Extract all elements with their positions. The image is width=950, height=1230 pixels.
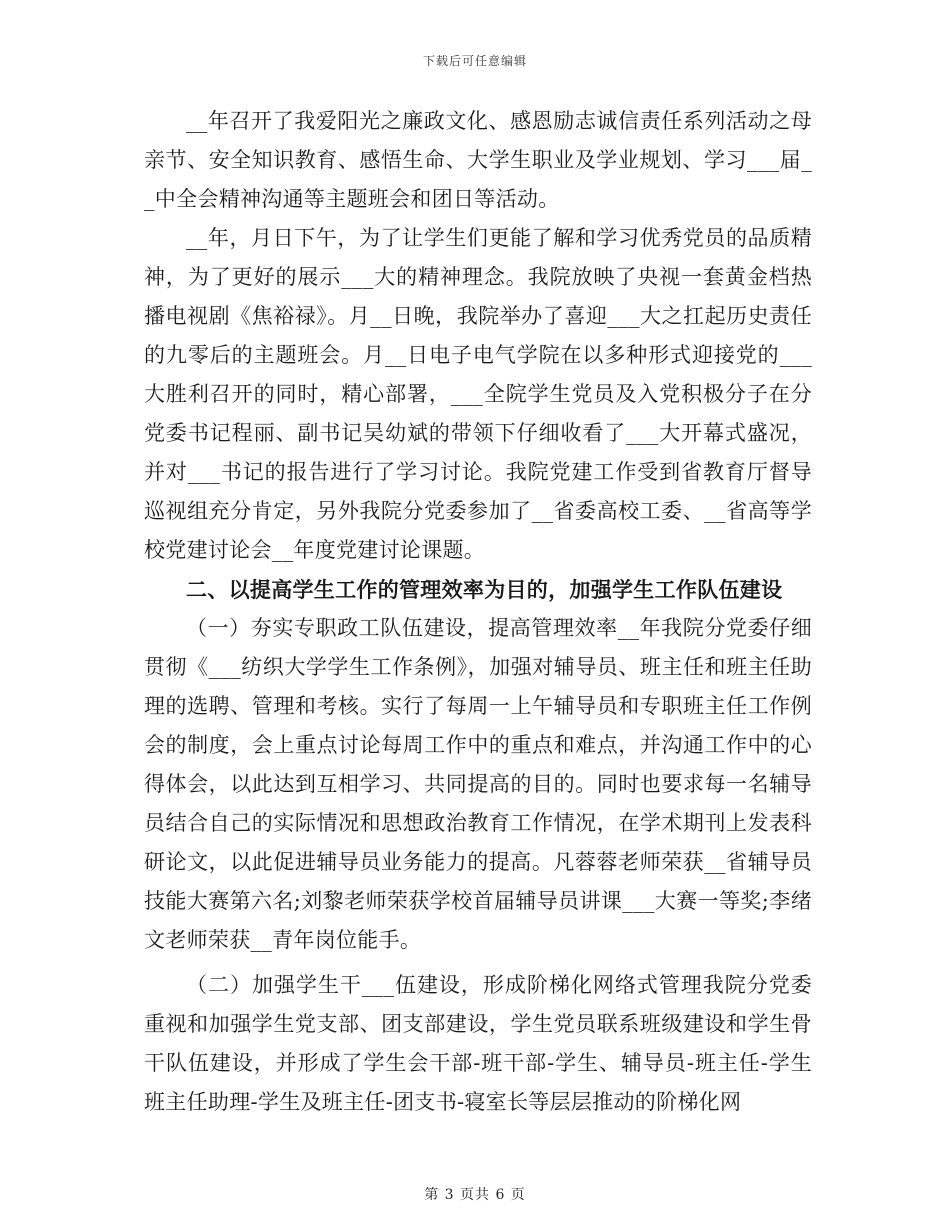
paragraph-staff-team: （一）夯实专职政工队伍建设，提高管理效率__年我院分党委仔细贯彻《___纺织大学学生工作条例》，加强对辅导员、班主任和班主任助理的选聘、管理和考核。实行了每周一上午辅导员和专职班主任工作例会的制度，会上重点讨论每周工作中的重点和难点，并沟通工作中的心得体会，以此达到互相学习、共同提高的目的。同时也要求每一名辅导员结合自己的实际情况和思想政治教育工作情况，在学术期刊上发表科研论文，以此促进辅导员业务能力的提高。凡蓉蓉老师荣获__省辅导员技能大赛第六名;刘黎老师荣获学校首届辅导员讲课___大赛一等奖;李绪文老师荣获__青年岗位能手。	[144, 616, 812, 952]
document-body	[144, 102, 812, 1122]
paragraph-student-cadres: （二）加强学生干___伍建设，形成阶梯化网络式管理我院分党委重视和加强学生党支部、团支部建设，学生党员联系班级建设和学生骨干队伍建设，并形成了学生会干部-班干部-学生、辅导员-班主任-学生班主任助理-学生及班主任-团支书-寝室长等层层推动的阶梯化网	[144, 973, 812, 1114]
paragraph-activities: __年召开了我爱阳光之廉政文化、感恩励志诚信责任系列活动之母亲节、安全知识教育、感悟生命、大学生职业及学业规划、学习___届__中全会精神沟通等主题班会和团日等活动。	[144, 109, 812, 211]
paragraph-party-building: __年，月日下午，为了让学生们更能了解和学习优秀党员的品质精神，为了更好的展示___大的精神理念。我院放映了央视一套黄金档热播电视剧《焦裕禄》。月__日晚，我院举办了喜迎___大之扛起历史责任的九零后的主题班会。月__日电子电气学院在以多种形式迎接党的___大胜利召开的同时，精心部署，___全院学生党员及入党积极分子在分党委书记程丽、副书记吴幼斌的带领下仔细收看了___大开幕式盛况，并对___书记的报告进行了学习讨论。我院党建工作受到省教育厅督导巡视组充分肯定，另外我院分党委参加了__省委高校工委、__省高等学校党建讨论会__年度党建讨论课题。	[144, 226, 812, 562]
section-heading-2: 二、以提高学生工作的管理效率为目的，加强学生工作队伍建设	[186, 577, 783, 602]
page-header: 下载后可任意编辑	[422, 54, 527, 68]
page-footer: 第 3 页共 6 页	[424, 1187, 526, 1203]
